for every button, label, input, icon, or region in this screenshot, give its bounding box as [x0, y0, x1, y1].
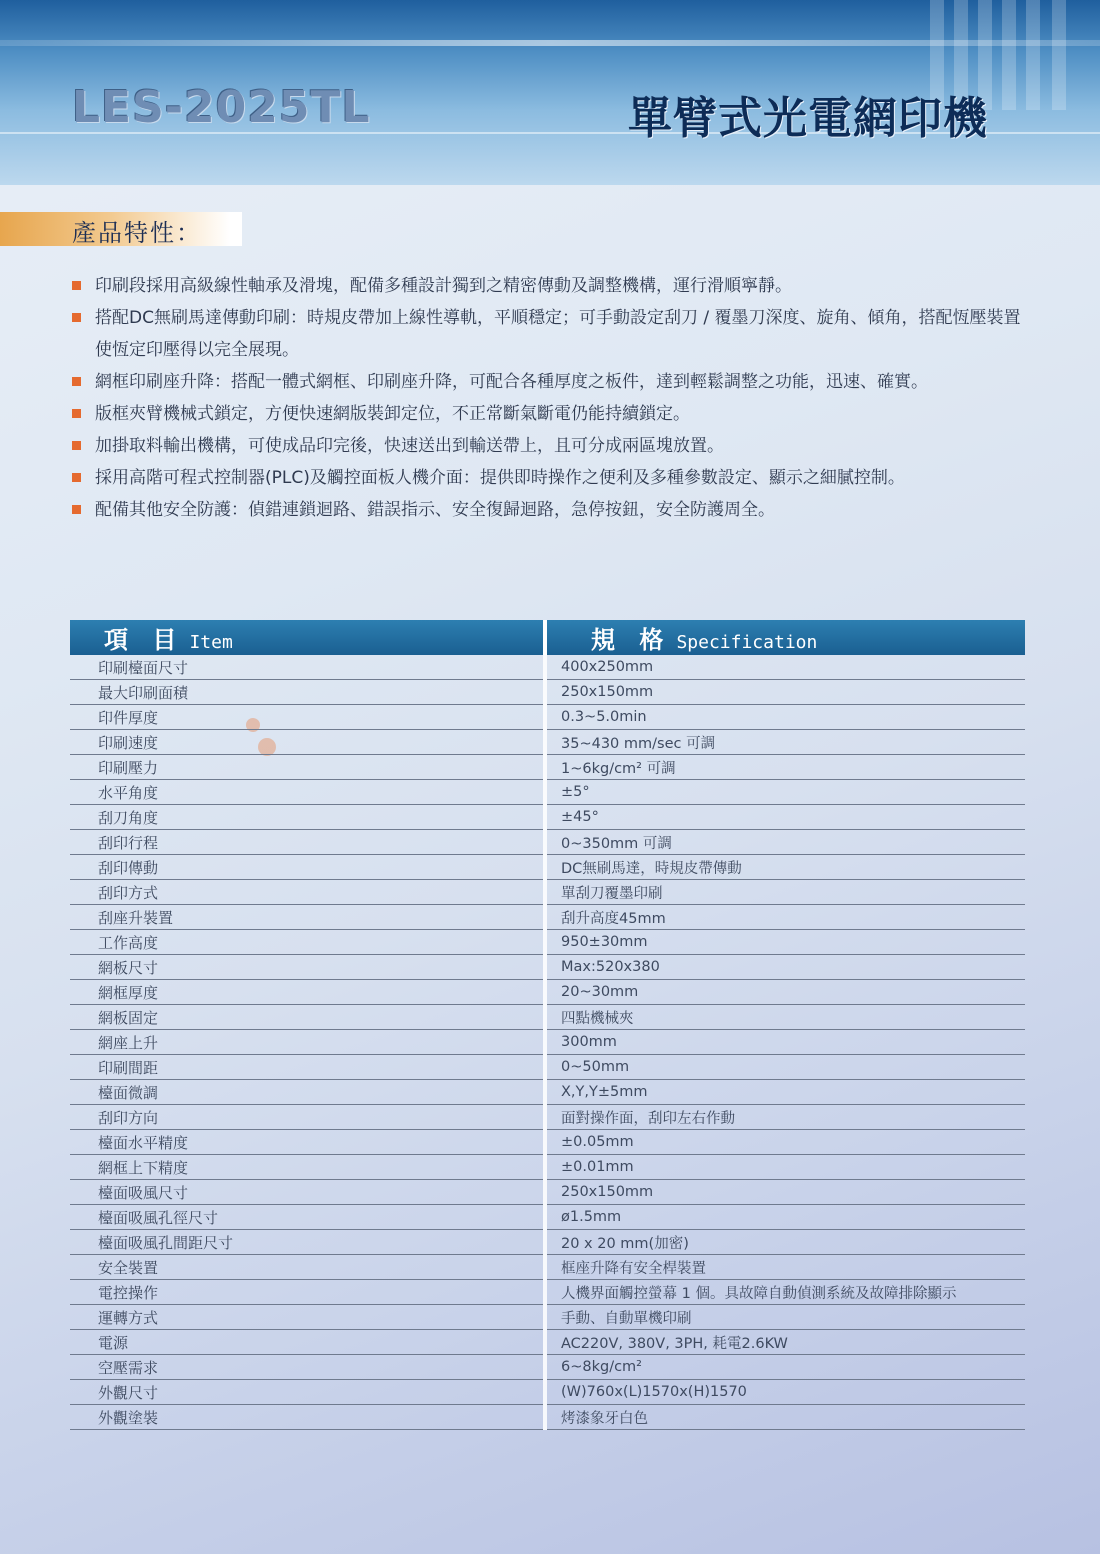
spec-value: 面對操作面，刮印左右作動	[545, 1105, 1025, 1130]
table-row	[70, 1080, 1025, 1105]
spec-value: 1~6kg/cm² 可調	[545, 755, 1025, 780]
spec-value: 人機界面觸控螢幕 1 個。具故障自動偵測系統及故障排除顯示	[545, 1280, 1025, 1305]
table-row	[70, 830, 1025, 855]
spec-value: ±0.01mm	[545, 1155, 1025, 1180]
table-row	[70, 705, 1025, 730]
spec-item-name: 印件厚度	[70, 705, 545, 730]
spec-table	[70, 620, 1025, 1430]
spec-value: X,Y,Y±5mm	[545, 1080, 1025, 1105]
spec-item-name: 工作高度	[70, 930, 545, 955]
table-row	[70, 905, 1025, 930]
spec-item-name: 刮刀角度	[70, 805, 545, 830]
table-row	[70, 1030, 1025, 1055]
spec-item-name: 刮印方向	[70, 1105, 545, 1130]
product-title: 單臂式光電網印機	[628, 93, 988, 144]
spec-value: 刮升高度45mm	[545, 905, 1025, 930]
spec-value: 0~50mm	[545, 1055, 1025, 1080]
spec-value: (W)760x(L)1570x(H)1570	[545, 1380, 1025, 1405]
spec-item-name: 網板固定	[70, 1005, 545, 1030]
spec-table-header	[70, 620, 1025, 655]
spec-value: 35~430 mm/sec 可調	[545, 730, 1025, 755]
feature-item: 網框印刷座升降：搭配一體式網框、印刷座升降，可配合各種厚度之板件，達到輕鬆調整之功能，迅速、確實。	[70, 366, 1030, 398]
table-row	[70, 980, 1025, 1005]
table-row	[70, 1055, 1025, 1080]
spec-item-name: 網框上下精度	[70, 1155, 545, 1180]
spec-item-name: 檯面水平精度	[70, 1130, 545, 1155]
item-header-zh: 項 目	[104, 626, 185, 654]
item-column-header	[70, 620, 545, 655]
table-row	[70, 1180, 1025, 1205]
spec-value: 四點機械夾	[545, 1005, 1025, 1030]
table-row	[70, 880, 1025, 905]
spec-item-name: 檯面微調	[70, 1080, 545, 1105]
spec-column-header	[545, 620, 1025, 655]
spec-header-zh: 規 格	[591, 626, 672, 654]
spec-value: DC無刷馬達，時規皮帶傳動	[545, 855, 1025, 880]
table-row	[70, 1155, 1025, 1180]
feature-item: 加掛取料輸出機構，可使成品印完後，快速送出到輸送帶上，且可分成兩區塊放置。	[70, 430, 1030, 462]
table-row	[70, 1330, 1025, 1355]
spec-item-name: 檯面吸風尺寸	[70, 1180, 545, 1205]
spec-value: 300mm	[545, 1030, 1025, 1055]
spec-value: 20~30mm	[545, 980, 1025, 1005]
spec-item-name: 檯面吸風孔間距尺寸	[70, 1230, 545, 1255]
table-row	[70, 1355, 1025, 1380]
spec-item-name: 刮座升裝置	[70, 905, 545, 930]
spec-value: ±0.05mm	[545, 1130, 1025, 1155]
spec-item-name: 檯面吸風孔徑尺寸	[70, 1205, 545, 1230]
model-number: LES-2025TL	[72, 82, 371, 133]
table-row	[70, 655, 1025, 680]
spec-item-name: 運轉方式	[70, 1305, 545, 1330]
spec-header-en: Specification	[676, 632, 818, 653]
table-row	[70, 1405, 1025, 1430]
spec-item-name: 刮印行程	[70, 830, 545, 855]
spec-item-name: 網座上升	[70, 1030, 545, 1055]
spec-value: ±45°	[545, 805, 1025, 830]
table-row	[70, 1105, 1025, 1130]
spec-value: 20 x 20 mm(加密)	[545, 1230, 1025, 1255]
spec-value: 0~350mm 可調	[545, 830, 1025, 855]
feature-item: 版框夾臂機械式鎖定，方便快速網版裝卸定位，不正常斷氣斷電仍能持續鎖定。	[70, 398, 1030, 430]
table-row	[70, 930, 1025, 955]
features-heading: 產品特性：	[72, 219, 202, 247]
table-row	[70, 680, 1025, 705]
spec-item-name: 印刷速度	[70, 730, 545, 755]
table-row	[70, 1205, 1025, 1230]
feature-item: 配備其他安全防護：偵錯連鎖迴路、錯誤指示、安全復歸迴路，急停按鈕，安全防護周全。	[70, 494, 1030, 526]
table-row	[70, 1280, 1025, 1305]
spec-item-name: 空壓需求	[70, 1355, 545, 1380]
features-list	[70, 270, 1030, 526]
spec-value: 400x250mm	[545, 655, 1025, 680]
table-row	[70, 755, 1025, 780]
spec-value: 框座升降有安全桿裝置	[545, 1255, 1025, 1280]
spec-value: 250x150mm	[545, 680, 1025, 705]
features-heading-bar	[0, 212, 242, 246]
spec-value: 單刮刀覆墨印刷	[545, 880, 1025, 905]
feature-item: 印刷段採用高級線性軸承及滑塊，配備多種設計獨到之精密傳動及調整機構，運行滑順寧靜。	[70, 270, 1030, 302]
table-row	[70, 855, 1025, 880]
spec-item-name: 網板尺寸	[70, 955, 545, 980]
table-row	[70, 1005, 1025, 1030]
spec-item-name: 電源	[70, 1330, 545, 1355]
spec-value: 手動、自動單機印刷	[545, 1305, 1025, 1330]
table-row	[70, 730, 1025, 755]
spec-value: 950±30mm	[545, 930, 1025, 955]
spec-item-name: 印刷間距	[70, 1055, 545, 1080]
table-row	[70, 1305, 1025, 1330]
feature-item: 搭配DC無刷馬達傳動印刷：時規皮帶加上線性導軌，平順穩定；可手動設定刮刀 / 覆墨刀深度、旋角、傾角，搭配恆壓裝置使恆定印壓得以完全展現。	[70, 302, 1030, 366]
spec-value: 250x150mm	[545, 1180, 1025, 1205]
item-header-en: Item	[189, 632, 233, 653]
spec-value: 6~8kg/cm²	[545, 1355, 1025, 1380]
spec-item-name: 安全裝置	[70, 1255, 545, 1280]
spec-value: 烤漆象牙白色	[545, 1405, 1025, 1430]
spec-item-name: 外觀塗裝	[70, 1405, 545, 1430]
spec-value: ±5°	[545, 780, 1025, 805]
feature-item: 採用高階可程式控制器(PLC)及觸控面板人機介面：提供即時操作之便利及多種參數設定、顯示之細膩控制。	[70, 462, 1030, 494]
spec-item-name: 刮印傳動	[70, 855, 545, 880]
spec-value: 0.3~5.0min	[545, 705, 1025, 730]
spec-table-body	[70, 655, 1025, 1430]
spec-item-name: 水平角度	[70, 780, 545, 805]
spec-item-name: 外觀尺寸	[70, 1380, 545, 1405]
spec-item-name: 電控操作	[70, 1280, 545, 1305]
spec-item-name: 網框厚度	[70, 980, 545, 1005]
table-row	[70, 1255, 1025, 1280]
table-row	[70, 780, 1025, 805]
spec-item-name: 印刷檯面尺寸	[70, 655, 545, 680]
spec-item-name: 刮印方式	[70, 880, 545, 905]
table-row	[70, 1380, 1025, 1405]
spec-item-name: 最大印刷面積	[70, 680, 545, 705]
spec-value: AC220V, 380V, 3PH, 耗電2.6KW	[545, 1330, 1025, 1355]
table-row	[70, 1230, 1025, 1255]
spec-item-name: 印刷壓力	[70, 755, 545, 780]
table-row	[70, 1130, 1025, 1155]
table-row	[70, 805, 1025, 830]
table-row	[70, 955, 1025, 980]
spec-value: Max:520x380	[545, 955, 1025, 980]
spec-value: ø1.5mm	[545, 1205, 1025, 1230]
